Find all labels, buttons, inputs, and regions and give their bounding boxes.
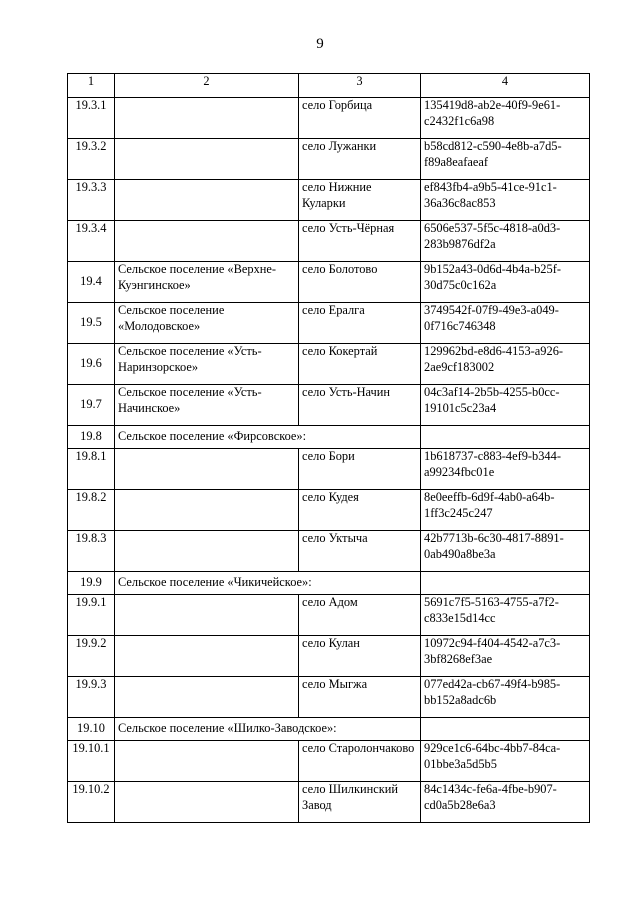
settlement-name bbox=[115, 139, 299, 180]
village-name: село Уктыча bbox=[299, 531, 421, 572]
fias-code: 929ce1c6-64bc-4bb7-84ca-01bbe3a5d5b5 bbox=[421, 741, 590, 782]
village-name: село Кулан bbox=[299, 636, 421, 677]
settlement-group-name: Сельское поселение «Фирсовское»: bbox=[115, 426, 421, 449]
village-name: село Нижние Куларки bbox=[299, 180, 421, 221]
village-name: село Мыгжа bbox=[299, 677, 421, 718]
table-row bbox=[68, 180, 590, 221]
settlement-name bbox=[115, 98, 299, 139]
table-row bbox=[68, 636, 590, 677]
row-number: 19.8 bbox=[68, 426, 115, 449]
fias-code: 9b152a43-0d6d-4b4a-b25f-30d75c0c162a bbox=[421, 262, 590, 303]
row-number: 19.3.1 bbox=[68, 98, 115, 139]
column-header-2: 2 bbox=[115, 74, 299, 98]
table-row bbox=[68, 385, 590, 426]
village-name: село Бори bbox=[299, 449, 421, 490]
village-name: село Усть-Чёрная bbox=[299, 221, 421, 262]
row-number: 19.10.1 bbox=[68, 741, 115, 782]
row-number: 19.9.2 bbox=[68, 636, 115, 677]
table-row bbox=[68, 303, 590, 344]
settlement-group-name: Сельское поселение «Чикичейское»: bbox=[115, 572, 421, 595]
row-number: 19.8.3 bbox=[68, 531, 115, 572]
village-name: село Старолончаково bbox=[299, 741, 421, 782]
fias-code: 6506e537-5f5c-4818-a0d3-283b9876df2a bbox=[421, 221, 590, 262]
table-row bbox=[68, 782, 590, 823]
village-name: село Шилкинский Завод bbox=[299, 782, 421, 823]
table-row bbox=[68, 98, 590, 139]
column-header-1: 1 bbox=[68, 74, 115, 98]
table-row bbox=[68, 741, 590, 782]
row-number: 19.5 bbox=[68, 303, 115, 344]
settlement-name bbox=[115, 782, 299, 823]
village-name: село Кокертай bbox=[299, 344, 421, 385]
settlement-name bbox=[115, 221, 299, 262]
table-row bbox=[68, 677, 590, 718]
column-header-4: 4 bbox=[421, 74, 590, 98]
row-number: 19.10.2 bbox=[68, 782, 115, 823]
fias-code: 077ed42a-cb67-49f4-b985-bb152a8adc6b bbox=[421, 677, 590, 718]
fias-code: 10972c94-f404-4542-a7c3-3bf8268ef3ae bbox=[421, 636, 590, 677]
settlement-name: Сельское поселение «Верхне-Куэнгинское» bbox=[115, 262, 299, 303]
row-number: 19.9.3 bbox=[68, 677, 115, 718]
fias-code: 42b7713b-6c30-4817-8891-0ab490a8be3a bbox=[421, 531, 590, 572]
table-row bbox=[68, 262, 590, 303]
fias-code: 84c1434c-fe6a-4fbe-b907-cd0a5b28e6a3 bbox=[421, 782, 590, 823]
row-number: 19.3.3 bbox=[68, 180, 115, 221]
table-row bbox=[68, 718, 590, 741]
table-row bbox=[68, 595, 590, 636]
row-number: 19.3.4 bbox=[68, 221, 115, 262]
row-number: 19.8.1 bbox=[68, 449, 115, 490]
village-name: село Горбица bbox=[299, 98, 421, 139]
table-row bbox=[68, 490, 590, 531]
settlements-table bbox=[67, 73, 590, 823]
fias-code: 1b618737-c883-4ef9-b344-a99234fbc01e bbox=[421, 449, 590, 490]
village-name: село Лужанки bbox=[299, 139, 421, 180]
settlement-name: Сельское поселение «Усть-Начинское» bbox=[115, 385, 299, 426]
fias-code: 3749542f-07f9-49e3-a049-0f716c746348 bbox=[421, 303, 590, 344]
settlement-name bbox=[115, 595, 299, 636]
table-row bbox=[68, 449, 590, 490]
settlement-name bbox=[115, 449, 299, 490]
village-name: село Усть-Начин bbox=[299, 385, 421, 426]
table-row bbox=[68, 572, 590, 595]
row-number: 19.9 bbox=[68, 572, 115, 595]
table-row bbox=[68, 139, 590, 180]
settlement-name bbox=[115, 741, 299, 782]
row-number: 19.10 bbox=[68, 718, 115, 741]
fias-code-cell bbox=[421, 718, 590, 741]
row-number: 19.6 bbox=[68, 344, 115, 385]
fias-code: b58cd812-c590-4e8b-a7d5-f89a8eafaeaf bbox=[421, 139, 590, 180]
fias-code-cell bbox=[421, 426, 590, 449]
settlement-name bbox=[115, 180, 299, 221]
settlement-name bbox=[115, 531, 299, 572]
fias-code: ef843fb4-a9b5-41ce-91c1-36a36c8ac853 bbox=[421, 180, 590, 221]
table-row bbox=[68, 221, 590, 262]
village-name: село Кудея bbox=[299, 490, 421, 531]
settlement-name bbox=[115, 636, 299, 677]
table-row bbox=[68, 426, 590, 449]
column-header-3: 3 bbox=[299, 74, 421, 98]
table-row bbox=[68, 344, 590, 385]
settlement-name: Сельское поселение «Молодовское» bbox=[115, 303, 299, 344]
village-name: село Ералга bbox=[299, 303, 421, 344]
village-name: село Болотово bbox=[299, 262, 421, 303]
row-number: 19.7 bbox=[68, 385, 115, 426]
table-body bbox=[68, 98, 590, 823]
row-number: 19.3.2 bbox=[68, 139, 115, 180]
settlement-name bbox=[115, 490, 299, 531]
row-number: 19.9.1 bbox=[68, 595, 115, 636]
settlement-group-name: Сельское поселение «Шилко-Заводское»: bbox=[115, 718, 421, 741]
table-header-row bbox=[68, 74, 590, 98]
page-number: 9 bbox=[316, 36, 324, 52]
fias-code: 04c3af14-2b5b-4255-b0cc-19101c5c23a4 bbox=[421, 385, 590, 426]
fias-code: 5691c7f5-5163-4755-a7f2-c833e15d14cc bbox=[421, 595, 590, 636]
table-row bbox=[68, 531, 590, 572]
settlement-name bbox=[115, 677, 299, 718]
village-name: село Адом bbox=[299, 595, 421, 636]
row-number: 19.8.2 bbox=[68, 490, 115, 531]
fias-code-cell bbox=[421, 572, 590, 595]
settlement-name: Сельское поселение «Усть-Наринзорское» bbox=[115, 344, 299, 385]
row-number: 19.4 bbox=[68, 262, 115, 303]
fias-code: 8e0eeffb-6d9f-4ab0-a64b-1ff3c245c247 bbox=[421, 490, 590, 531]
fias-code: 129962bd-e8d6-4153-a926-2ae9cf183002 bbox=[421, 344, 590, 385]
fias-code: 135419d8-ab2e-40f9-9e61-c2432f1c6a98 bbox=[421, 98, 590, 139]
